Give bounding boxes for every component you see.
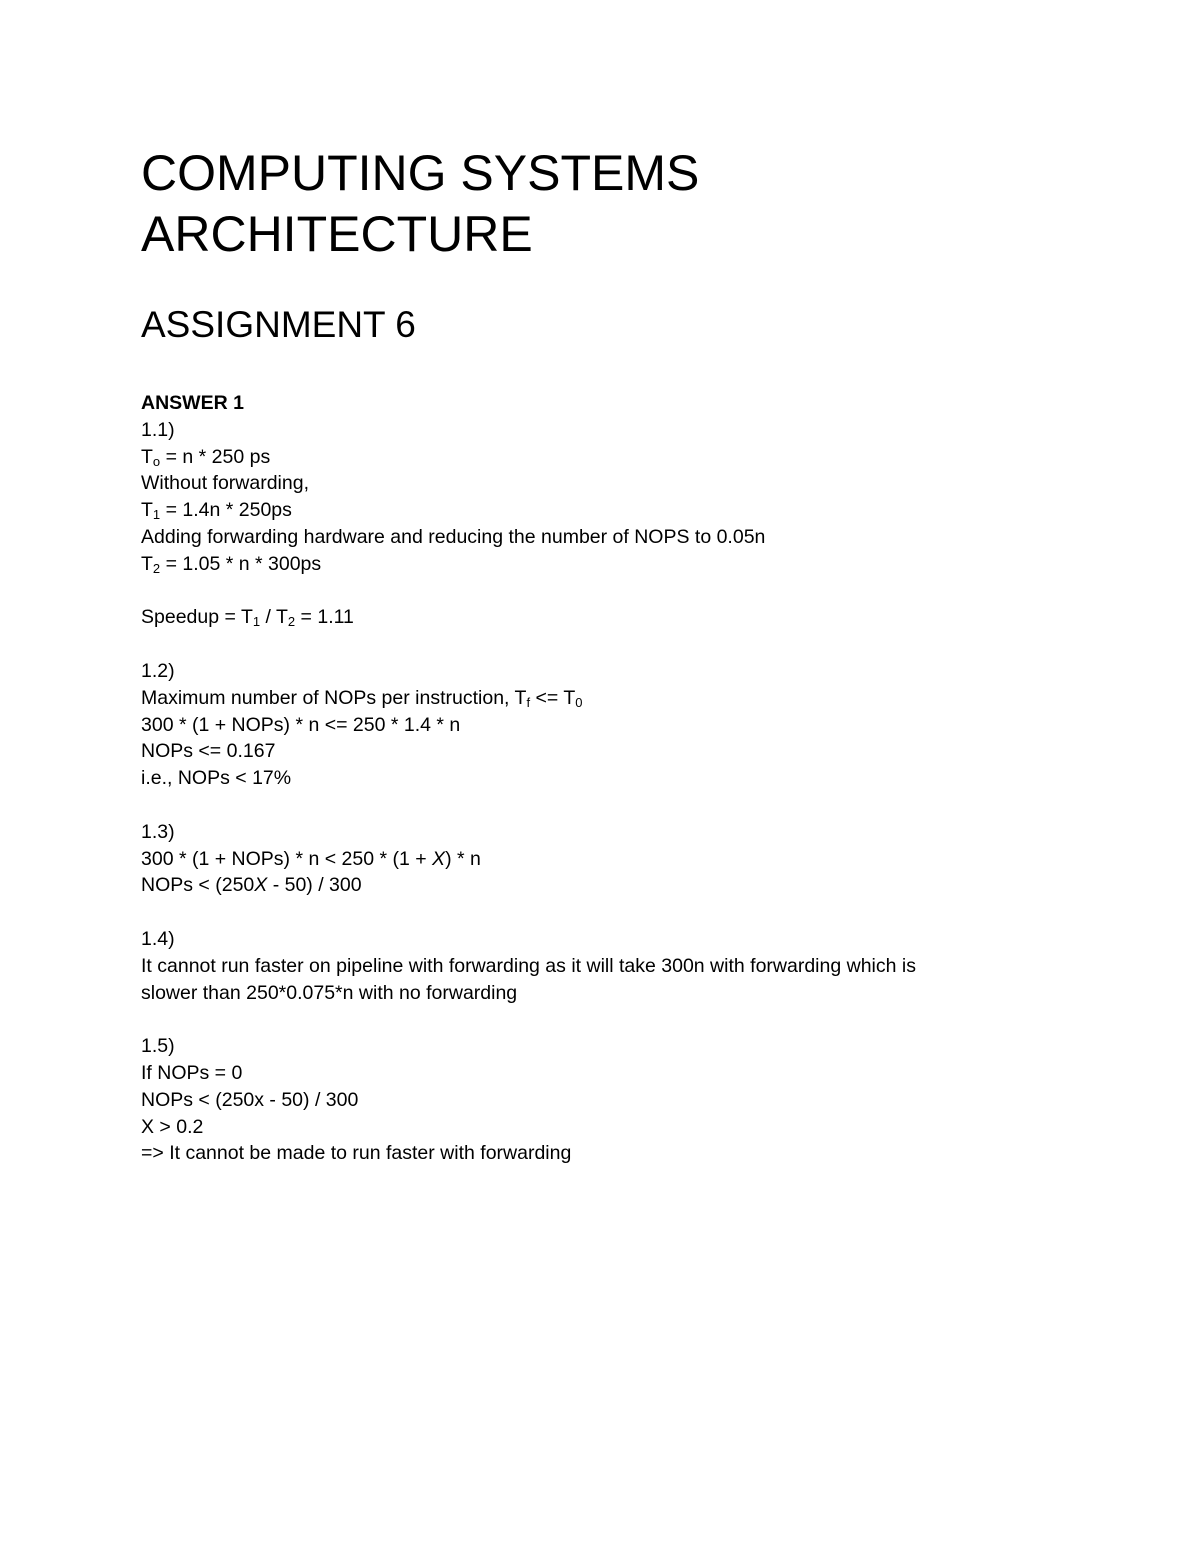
q15-line-1: If NOPs = 0 — [141, 1061, 243, 1084]
q11-s-sub2: 2 — [287, 614, 296, 630]
q13-l1-post: ) * n — [445, 847, 481, 870]
q11-s-sub1: 1 — [252, 614, 261, 630]
q11-line-3 — [141, 497, 1041, 524]
q13-l1-pre: 300 * (1 + NOPs) * n < 250 * (1 + — [141, 847, 433, 870]
q11-l5-sub: 2 — [152, 560, 161, 576]
q11-s-post: = 1.11 — [295, 606, 354, 629]
q15-line-2: NOPs < (250x - 50) / 300 — [141, 1088, 359, 1111]
q11-l5-post: = 1.05 * n * 300ps — [160, 552, 322, 575]
q13-l1-x: X — [432, 847, 446, 870]
q12-line-3: NOPs <= 0.167 — [141, 740, 276, 763]
spacer — [141, 899, 1041, 926]
q13-l2-post: - 50) / 300 — [267, 874, 362, 897]
q11-l3-pre: T — [141, 499, 153, 522]
q11-l1-sub: o — [152, 453, 161, 469]
q12-line-1 — [141, 685, 1041, 712]
q11-line-1 — [141, 444, 1041, 471]
q11-line-4: Adding forwarding hardware and reducing the number of NOPS to 0.05n — [141, 525, 766, 548]
q14-label: 1.4) — [141, 927, 175, 950]
spacer — [141, 578, 1041, 605]
q11-l5-pre: T — [141, 552, 153, 575]
answer-heading: ANSWER 1 — [141, 392, 244, 414]
q12-label: 1.2) — [141, 659, 175, 682]
q15-label: 1.5) — [141, 1035, 175, 1058]
q12-line-4: i.e., NOPs < 17% — [141, 767, 292, 790]
q11-l1-post: = n * 250 ps — [160, 445, 271, 468]
document-title — [141, 143, 1041, 265]
q13-line-1 — [141, 846, 1041, 873]
q15-line-4: => It cannot be made to run faster with forwarding — [141, 1142, 572, 1165]
q13-l2-pre: NOPs < (250 — [141, 874, 255, 897]
spacer — [141, 792, 1041, 819]
spacer — [141, 631, 1041, 658]
title-line-1: COMPUTING SYSTEMS — [141, 145, 700, 201]
q14-line-2: slower than 250*0.075*n with no forwarding — [141, 981, 518, 1004]
q12-l1-sub1: f — [526, 694, 531, 710]
q12-l1-pre: Maximum number of NOPs per instruction, T — [141, 686, 527, 709]
q15-line-3: X > 0.2 — [141, 1115, 204, 1138]
q11-s-pre: Speedup = T — [141, 606, 253, 629]
q11-l1-pre: T — [141, 445, 153, 468]
assignment-heading: ASSIGNMENT 6 — [141, 304, 416, 345]
q13-l2-x: X — [254, 874, 268, 897]
q11-l3-post: = 1.4n * 250ps — [160, 499, 292, 522]
q12-l1-mid: <= T — [530, 686, 576, 709]
q11-l3-sub: 1 — [152, 507, 161, 523]
q11-speedup — [141, 604, 1041, 631]
q12-line-2: 300 * (1 + NOPs) * n <= 250 * 1.4 * n — [141, 713, 461, 736]
title-line-2: ARCHITECTURE — [141, 206, 533, 262]
q11-label: 1.1) — [141, 418, 175, 441]
spacer — [141, 1006, 1041, 1033]
answer-body — [141, 390, 1041, 1167]
q13-label: 1.3) — [141, 820, 175, 843]
q11-line-2: Without forwarding, — [141, 472, 309, 495]
q11-line-5 — [141, 551, 1041, 578]
q11-s-mid: / T — [260, 606, 288, 629]
q14-line-1: It cannot run faster on pipeline with forwarding as it will take 300n with forwarding which is — [141, 954, 916, 977]
q13-line-2 — [141, 872, 1041, 899]
q12-l1-sub2: 0 — [575, 694, 583, 710]
